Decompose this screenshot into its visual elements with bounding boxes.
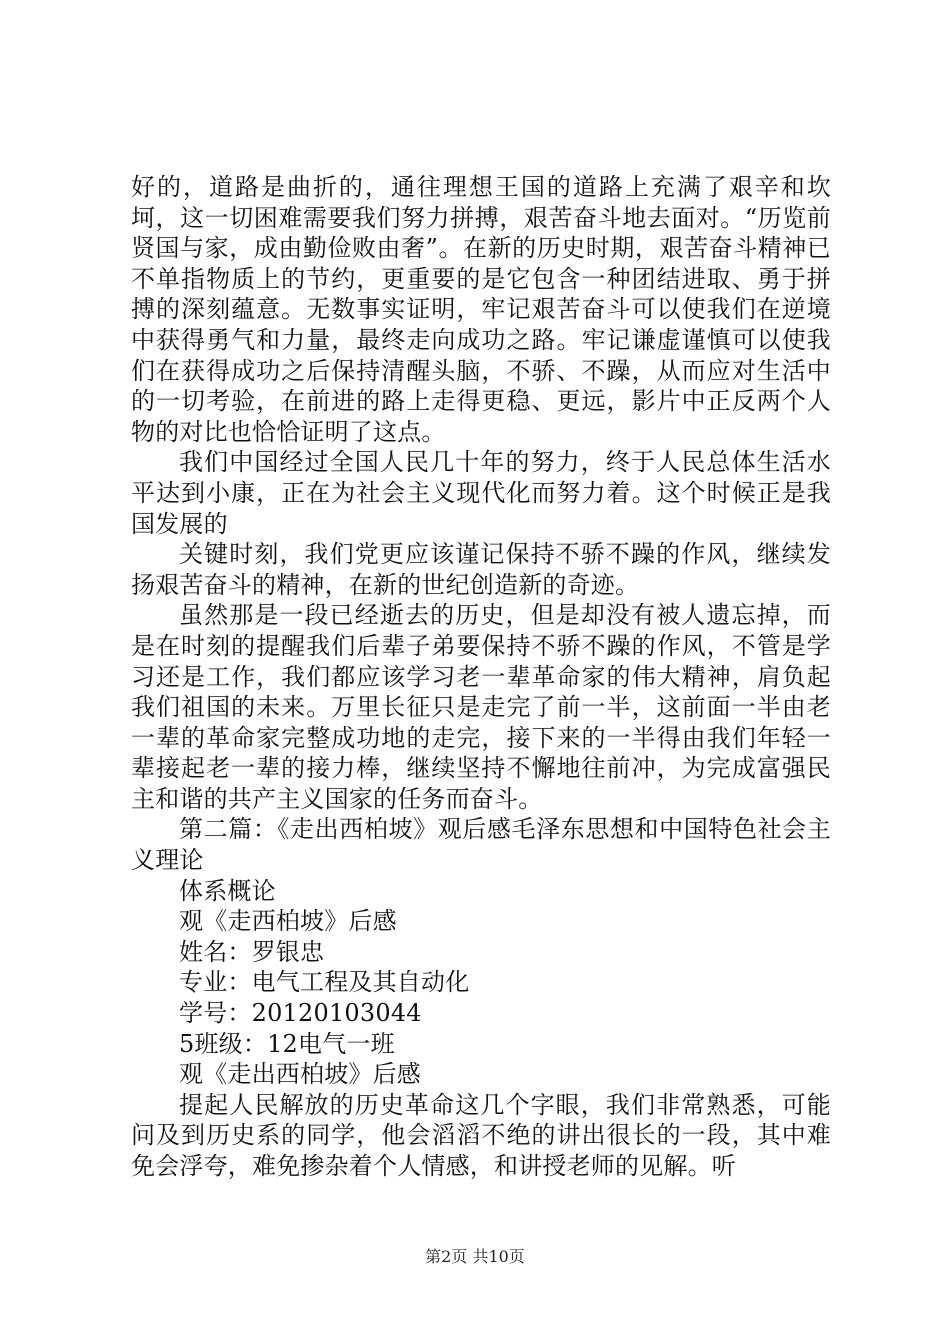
- section-heading: 第二篇：《走出西柏坡》观后感毛泽东思想和中国特色社会主义理论: [131, 815, 831, 875]
- author-major: 专业：电气工程及其自动化: [179, 968, 470, 997]
- paragraph-2: 我们中国经过全国人民几十年的努力，终于人民总体生活水平达到小康，正在为社会主义现代化而努力着。这个时候正是我国发展的: [131, 448, 831, 538]
- essay-title: 观《走西柏坡》后感: [179, 907, 397, 936]
- student-id: 学号：20120103044: [179, 999, 422, 1028]
- paragraph-4: 虽然那是一段已经逝去的历史，但是却没有被人遗忘掉，而是在时刻的提醒我们后辈子弟要保持不骄不躁的作风，不管是学习还是工作，我们都应该学习老一辈革命家的伟大精神，肩负起我们祖国的未来。万里长征只是走完了前一半，这前面一半由老一辈的革命家完整成功地的走完，接下来的一半得由我们年轻一辈接起老一辈的接力棒，继续坚持不懈地往前冲，为完成富强民主和谐的共产主义国家的任务而奋斗。: [131, 601, 831, 813]
- section-heading-continued: 体系概论: [179, 876, 276, 905]
- page-number: 第2页 共10页: [425, 1247, 525, 1266]
- document-body: [131, 172, 831, 1182]
- paragraph-1: 好的，道路是曲折的，通往理想王国的道路上充满了艰辛和坎坷，这一切困难需要我们努力拼搏，艰苦奋斗地去面对。“历览前贤国与家，成由勤俭败由奢”。在新的历史时期，艰苦奋斗精神已不单指物质上的节约，更重要的是它包含一种团结进取、勇于拼搏的深刻蕴意。无数事实证明，牢记艰苦奋斗可以使我们在逆境中获得勇气和力量，最终走向成功之路。牢记谦虚谨慎可以使我们在获得成功之后保持清醒头脑，不骄、不躁，从而应对生活中的一切考验，在前进的路上走得更稳、更远，影片中正反两个人物的对比也恰恰证明了这点。: [131, 173, 831, 446]
- class-info: 5班级：12电气一班: [179, 1029, 395, 1058]
- essay-subtitle: 观《走出西柏坡》后感: [179, 1060, 421, 1089]
- paragraph-body-start: 提起人民解放的历史革命这几个字眼，我们非常熟悉，可能问及到历史系的同学，他会滔滔不绝的讲出很长的一段，其中难免会浮夸，难免掺杂着个人情感，和讲授老师的见解。听: [131, 1090, 831, 1180]
- paragraph-3: 关键时刻，我们党更应该谨记保持不骄不躁的作风，继续发扬艰苦奋斗的精神，在新的世纪创造新的奇迹。: [131, 540, 831, 599]
- author-name: 姓名：罗银忠: [179, 937, 325, 966]
